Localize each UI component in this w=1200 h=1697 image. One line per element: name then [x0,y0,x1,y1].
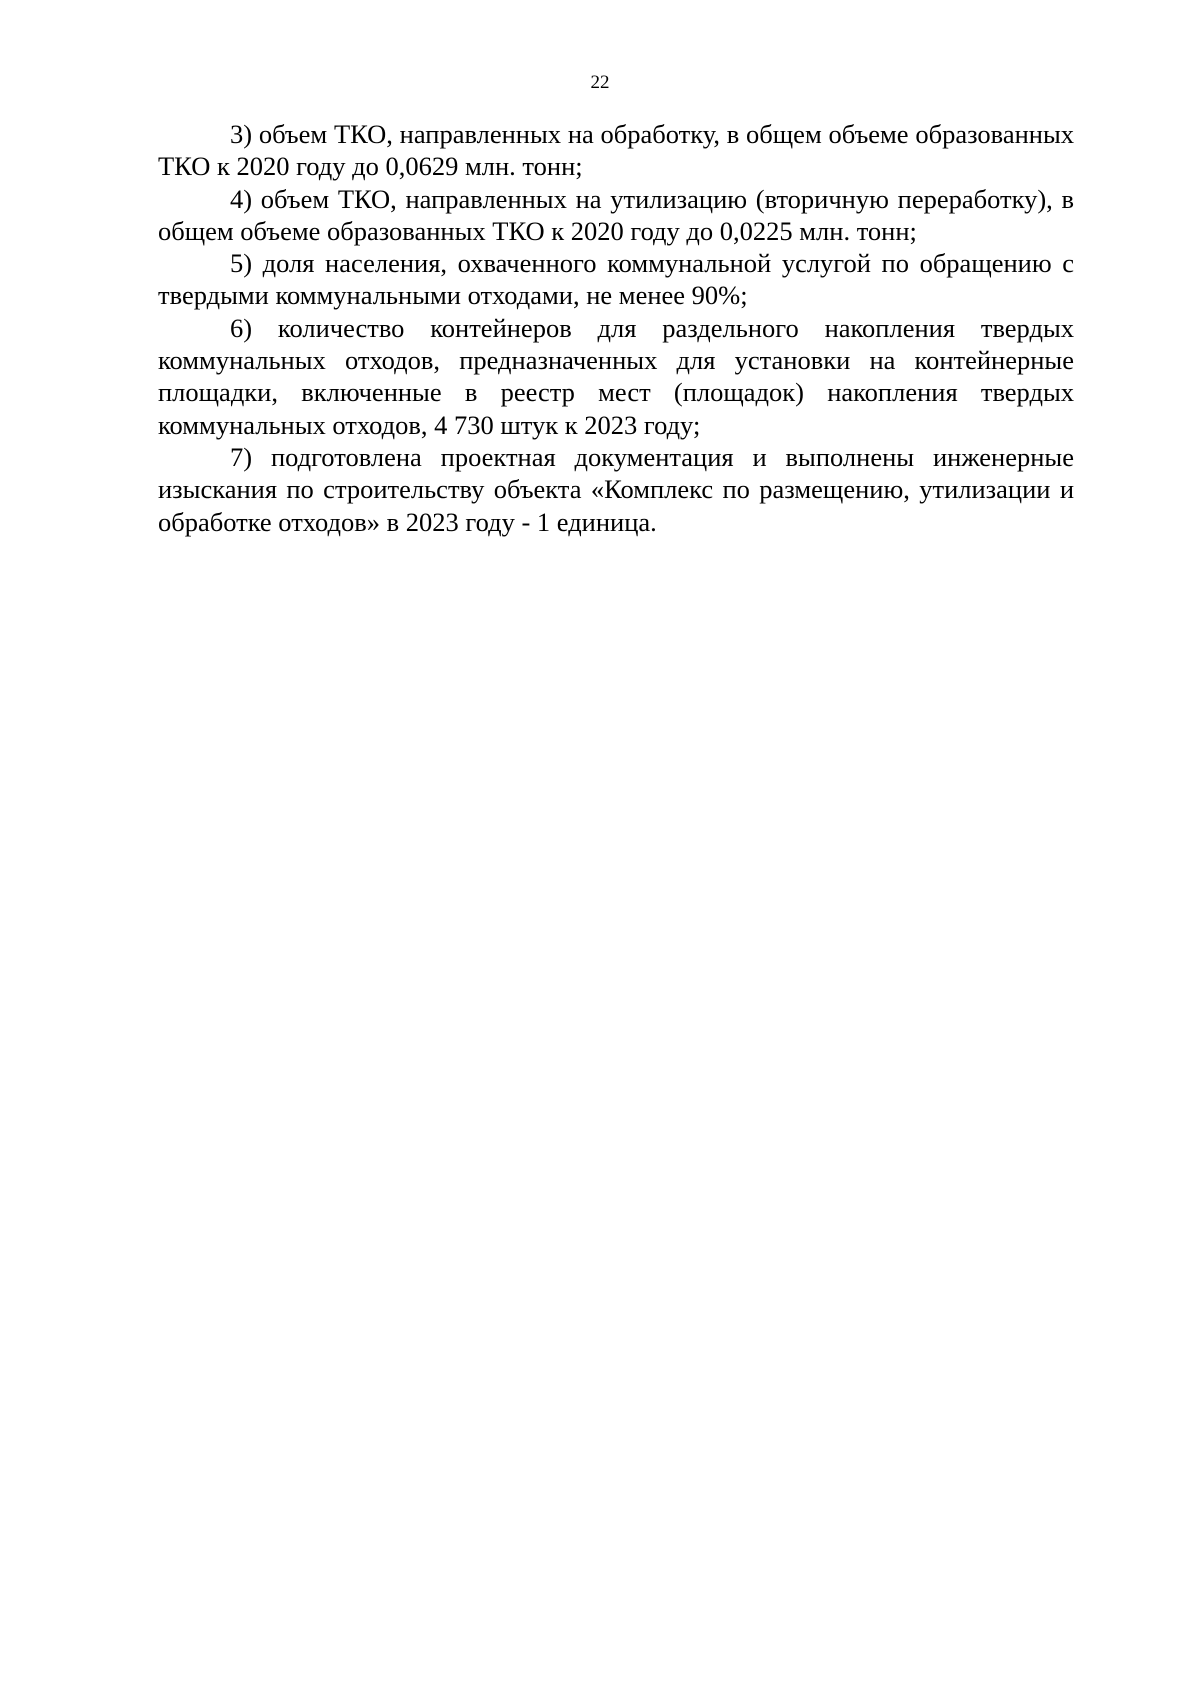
list-item: 6) количество контейнеров для раздельного накопления твердых коммунальных отходов, предназначенных для установки на контейнерные площадки, включенные в реестр мест (площадок) накопления твердых коммунальных отходов, 4 730 штук к 2023 году; [158,312,1074,440]
list-item: 5) доля населения, охваченного коммунальной услугой по обращению с твердыми коммунальными отходами, не менее 90%; [158,248,1074,311]
list-item: 3) объем ТКО, направленных на обработку, в общем объеме образованных ТКО к 2020 году до 0,0629 млн. тонн; [158,119,1074,182]
page-number: 22 [590,72,610,93]
list-item: 4) объем ТКО, направленных на утилизацию (вторичную переработку), в общем объеме образованных ТКО к 2020 году до 0,0225 млн. тонн; [158,183,1074,246]
indicator-list [158,118,1074,538]
list-item: 7) подготовлена проектная документация и выполнены инженерные изыскания по строительству объекта «Комплекс по размещению, утилизации и обработке отходов» в 2023 году - 1 единица. [158,441,1074,537]
